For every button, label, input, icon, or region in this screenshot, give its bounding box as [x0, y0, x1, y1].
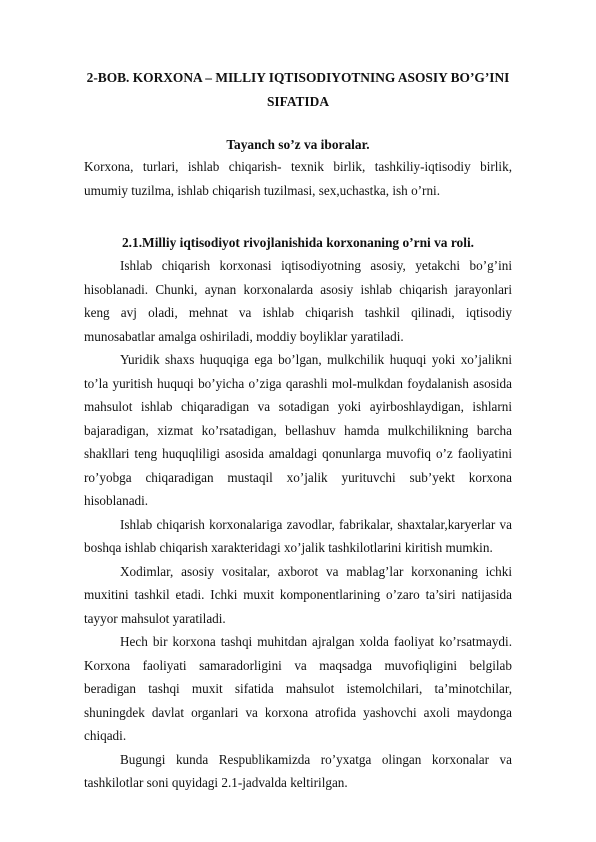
paragraph: Bugungi kunda Respublikamizda ro’yxatga olingan korxonalar va tashkilotlar soni quyidagi 2.1-jadvalda keltirilgan. [84, 751, 512, 790]
section-heading: 2.1.Milliy iqtisodiyot rivojlanishida korxonaning o’rni va roli. [121, 235, 475, 250]
paragraph: Yuridik shaxs huquqiga ega bo’lgan, mulkchilik huquqi yoki xo’jalikni to’la yuritish huquqi bo’yicha o’ziga qarashli mol-mulkdan foydalanish asosida mahsulot ishlab chiqaradigan va sotadigan yoki ayirboshlaydigan, ishlarni bajaradigan, xizmat ko’rsatadigan, bellashuv hamda mulkchilikning barcha shakllari teng huquqliligi asosida amaldagi qonunlarga muvofiq o’z faoliyatini ro’yobga chiqaradigan mustaqil xo’jalik yurituvchi sub’yekt korxona hisoblanadi. [84, 352, 512, 508]
chapter-title: 2-BOB. KORXONA – MILLIY IQTISODIYOTNING ASOSIY BO’G’INI SIFATIDA [86, 70, 510, 109]
paragraph: Xodimlar, asosiy vositalar, axborot va mablag’lar korxonaning ichki muxitini tashkil etadi. Ichki muxit komponentlarining o’zaro ta’siri natijasida tayyor mahsulot yaratiladi. [84, 563, 512, 626]
body-text [84, 254, 512, 795]
keywords-text: Korxona, turlari, ishlab chiqarish- texnik birlik, tashkiliy-iqtisodiy birlik, umumiy tuzilma, ishlab chiqarish tuzilmasi, sex,uchastka, ish o’rni. [84, 159, 512, 198]
keywords-heading: Tayanch so’z va iboralar. [226, 137, 370, 152]
paragraph: Ishlab chiqarish korxonalariga zavodlar, fabrikalar, shaxtalar,karyerlar va boshqa ishlab chiqarish xarakteridagi xo’jalik tashkilotlarini kiritish mumkin. [84, 516, 512, 555]
paragraph: Ishlab chiqarish korxonasi iqtisodiyotning asosiy, yetakchi bo’g’ini hisoblanadi. Chunki, aynan korxonalarda asosiy ishlab chiqarish jarayonlari keng avj oladi, mehnat va ishlab chiqarish tashkil qilinadi, iqtisodiy munosabatlar amalga oshiriladi, moddiy boyliklar yaratiladi. [84, 258, 512, 344]
paragraph: Hech bir korxona tashqi muhitdan ajralgan xolda faoliyat ko’rsatmaydi. Korxona faoliyati samaradorligini va maqsadga muvofiqligini belgilab beradigan tashqi muxit sifatida mahsulot istemolchilari, ta’minotchilar, shuningdek davlat organlari va korxona atrofida yashovchi axoli maydonga chiqadi. [84, 634, 512, 743]
